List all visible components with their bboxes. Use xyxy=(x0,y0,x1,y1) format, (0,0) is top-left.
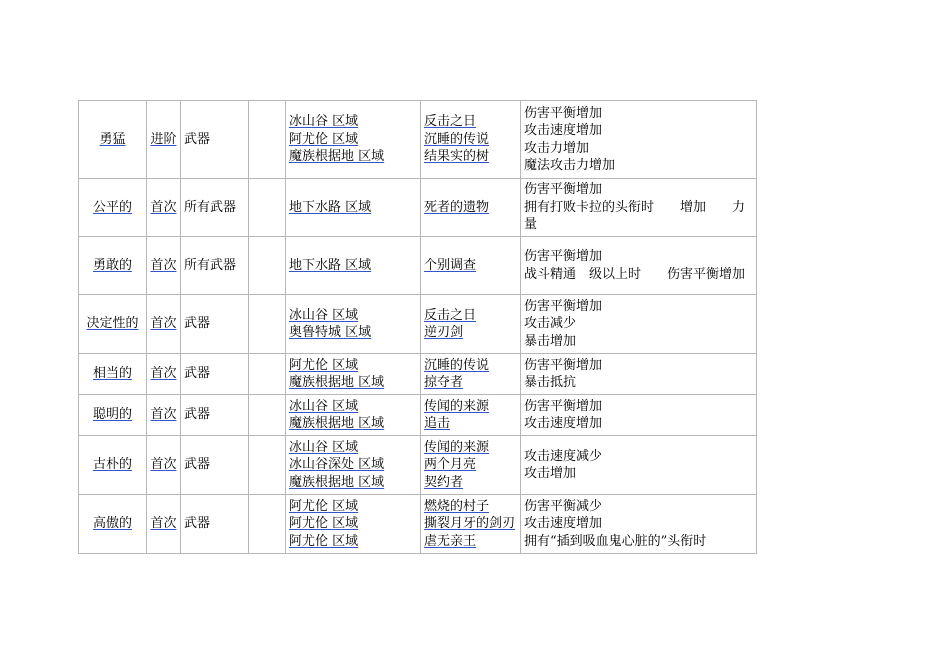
region-link[interactable]: 魔族根据地 区域 xyxy=(289,474,385,490)
weapon-cell xyxy=(181,295,249,354)
effect-line: 攻击力增加 xyxy=(524,140,590,156)
quest-link[interactable]: 燃烧的村子 xyxy=(424,498,490,514)
region-link[interactable]: 地下水路 区域 xyxy=(289,257,372,273)
stage-cell xyxy=(147,436,181,495)
title-name-cell xyxy=(79,101,147,179)
table-row xyxy=(79,395,757,436)
region-cell xyxy=(286,179,421,237)
quest-link[interactable]: 契约者 xyxy=(424,474,464,490)
blank-cell xyxy=(249,436,286,495)
weapon-text: 武器 xyxy=(184,516,211,532)
effect-line: 伤害平衡减少 xyxy=(524,498,603,514)
quest-link[interactable]: 死者的遗物 xyxy=(424,199,490,215)
effect-line: 攻击减少 xyxy=(524,316,577,332)
effect-line: 伤害平衡增加 xyxy=(524,298,603,314)
region-cell xyxy=(286,354,421,395)
weapon-cell xyxy=(181,495,249,554)
stage-cell xyxy=(147,179,181,237)
quest-link[interactable]: 传闻的来源 xyxy=(424,439,490,455)
effect-line: 攻击增加 xyxy=(524,466,577,481)
effect-cell xyxy=(521,495,757,554)
effect-cell xyxy=(521,237,757,295)
title-name-cell xyxy=(79,354,147,395)
weapon-cell xyxy=(181,237,249,295)
title-name-cell xyxy=(79,237,147,295)
region-link[interactable]: 冰山谷 区域 xyxy=(289,114,359,130)
quest-cell xyxy=(421,179,521,237)
region-link[interactable]: 奥鲁特城 区域 xyxy=(289,325,372,340)
weapon-text: 武器 xyxy=(184,366,211,382)
effect-line: 战斗精通 级以上时 伤害平衡增加 xyxy=(524,266,746,282)
effect-line: 攻击速度增加 xyxy=(524,123,603,138)
region-link[interactable]: 阿尤伦 区域 xyxy=(289,131,359,147)
title-name-link[interactable]: 高傲的 xyxy=(92,516,132,532)
stage-cell xyxy=(147,395,181,436)
effect-line: 伤害平衡增加 xyxy=(524,398,603,414)
region-link[interactable]: 阿尤伦 区域 xyxy=(289,533,359,549)
weapon-cell xyxy=(181,179,249,237)
weapon-cell xyxy=(181,354,249,395)
region-link[interactable]: 阿尤伦 区域 xyxy=(289,516,359,532)
blank-cell xyxy=(249,179,286,237)
weapon-text: 武器 xyxy=(184,131,211,147)
title-name-link[interactable]: 勇猛 xyxy=(99,131,126,147)
table-row xyxy=(79,101,757,179)
stage-link[interactable]: 首次 xyxy=(150,366,177,382)
title-name-link[interactable]: 聪明的 xyxy=(92,407,132,423)
table-row xyxy=(79,354,757,395)
stage-link[interactable]: 首次 xyxy=(150,199,177,215)
effect-cell xyxy=(521,354,757,395)
effect-line: 魔法攻击力增加 xyxy=(524,158,616,173)
quest-link[interactable]: 逆刃剑 xyxy=(424,325,464,340)
weapon-text: 武器 xyxy=(184,407,211,423)
title-name-cell xyxy=(79,179,147,237)
region-link[interactable]: 阿尤伦 区域 xyxy=(289,498,359,514)
region-link[interactable]: 冰山谷深处 区域 xyxy=(289,457,385,473)
blank-cell xyxy=(249,101,286,179)
quest-cell xyxy=(421,237,521,295)
table-row xyxy=(79,179,757,237)
table-row xyxy=(79,436,757,495)
stage-link[interactable]: 首次 xyxy=(150,257,177,273)
stage-link[interactable]: 首次 xyxy=(150,516,177,532)
quest-link[interactable]: 虐无亲王 xyxy=(424,533,477,549)
region-cell xyxy=(286,295,421,354)
quest-link[interactable]: 沉睡的传说 xyxy=(424,357,490,373)
quest-cell xyxy=(421,395,521,436)
title-name-cell xyxy=(79,295,147,354)
title-name-cell xyxy=(79,495,147,554)
quest-link[interactable]: 传闻的来源 xyxy=(424,398,490,414)
blank-cell xyxy=(249,395,286,436)
effect-line: 暴击抵抗 xyxy=(524,375,577,390)
region-link[interactable]: 冰山谷 区域 xyxy=(289,398,359,414)
effect-line: 拥有打败卡拉的头衔时 增加 力量 xyxy=(524,199,746,233)
region-link[interactable]: 魔族根据地 区域 xyxy=(289,149,385,165)
region-cell xyxy=(286,436,421,495)
quest-cell xyxy=(421,495,521,554)
title-list-table xyxy=(78,100,757,554)
weapon-cell xyxy=(181,101,249,179)
stage-cell xyxy=(147,101,181,179)
quest-link[interactable]: 掠夺者 xyxy=(424,375,464,390)
title-name-cell xyxy=(79,436,147,495)
quest-link[interactable]: 个别调查 xyxy=(424,257,477,273)
effect-line: 攻击速度增加 xyxy=(524,516,603,532)
title-name-link[interactable]: 勇敢的 xyxy=(92,257,132,273)
quest-cell xyxy=(421,354,521,395)
effect-line: 伤害平衡增加 xyxy=(524,105,603,121)
quest-cell xyxy=(421,436,521,495)
region-link[interactable]: 冰山谷 区域 xyxy=(289,307,359,323)
title-name-link[interactable]: 决定性的 xyxy=(86,316,139,332)
effect-cell xyxy=(521,295,757,354)
effect-cell xyxy=(521,101,757,179)
quest-cell xyxy=(421,101,521,179)
region-cell xyxy=(286,101,421,179)
region-link[interactable]: 魔族根据地 区域 xyxy=(289,416,385,431)
effect-cell xyxy=(521,179,757,237)
weapon-cell xyxy=(181,436,249,495)
region-link[interactable]: 阿尤伦 区域 xyxy=(289,357,359,373)
effect-cell xyxy=(521,395,757,436)
title-name-link[interactable]: 相当的 xyxy=(92,366,132,382)
effect-line: 拥有“插到吸血鬼心脏的”头衔时 xyxy=(524,533,707,549)
table-row xyxy=(79,495,757,554)
region-cell xyxy=(286,237,421,295)
stage-cell xyxy=(147,354,181,395)
stage-link[interactable]: 首次 xyxy=(150,316,177,332)
table-row xyxy=(79,237,757,295)
weapon-text: 所有武器 xyxy=(184,257,237,273)
stage-link[interactable]: 首次 xyxy=(150,457,177,473)
region-cell xyxy=(286,495,421,554)
effect-line: 攻击速度增加 xyxy=(524,416,603,431)
quest-link[interactable]: 反击之日 xyxy=(424,114,477,130)
stage-cell xyxy=(147,495,181,554)
quest-cell xyxy=(421,295,521,354)
region-cell xyxy=(286,395,421,436)
weapon-text: 所有武器 xyxy=(184,199,237,215)
effect-cell xyxy=(521,436,757,495)
region-link[interactable]: 魔族根据地 区域 xyxy=(289,375,385,390)
table-body xyxy=(79,101,757,554)
stage-link[interactable]: 进阶 xyxy=(150,131,177,147)
effect-line: 伤害平衡增加 xyxy=(524,182,603,198)
region-link[interactable]: 地下水路 区域 xyxy=(289,199,372,215)
quest-link[interactable]: 两个月亮 xyxy=(424,457,477,473)
weapon-text: 武器 xyxy=(184,316,211,332)
table-row xyxy=(79,295,757,354)
quest-link[interactable]: 撕裂月牙的剑刃 xyxy=(424,516,516,532)
stage-cell xyxy=(147,237,181,295)
region-link[interactable]: 冰山谷 区域 xyxy=(289,439,359,455)
quest-link[interactable]: 沉睡的传说 xyxy=(424,131,490,147)
blank-cell xyxy=(249,295,286,354)
blank-cell xyxy=(249,237,286,295)
blank-cell xyxy=(249,495,286,554)
quest-link[interactable]: 反击之日 xyxy=(424,307,477,323)
effect-line: 暴击增加 xyxy=(524,333,577,349)
effect-line: 伤害平衡增加 xyxy=(524,357,603,373)
quest-link[interactable]: 结果实的树 xyxy=(424,149,490,165)
title-name-link[interactable]: 古朴的 xyxy=(92,457,132,473)
weapon-text: 武器 xyxy=(184,457,211,473)
blank-cell xyxy=(249,354,286,395)
title-name-cell xyxy=(79,395,147,436)
stage-link[interactable]: 首次 xyxy=(150,407,177,423)
title-name-link[interactable]: 公平的 xyxy=(92,199,132,215)
effect-line: 伤害平衡增加 xyxy=(524,249,603,264)
quest-link[interactable]: 追击 xyxy=(424,416,451,431)
weapon-cell xyxy=(181,395,249,436)
effect-line: 攻击速度减少 xyxy=(524,448,603,464)
stage-cell xyxy=(147,295,181,354)
